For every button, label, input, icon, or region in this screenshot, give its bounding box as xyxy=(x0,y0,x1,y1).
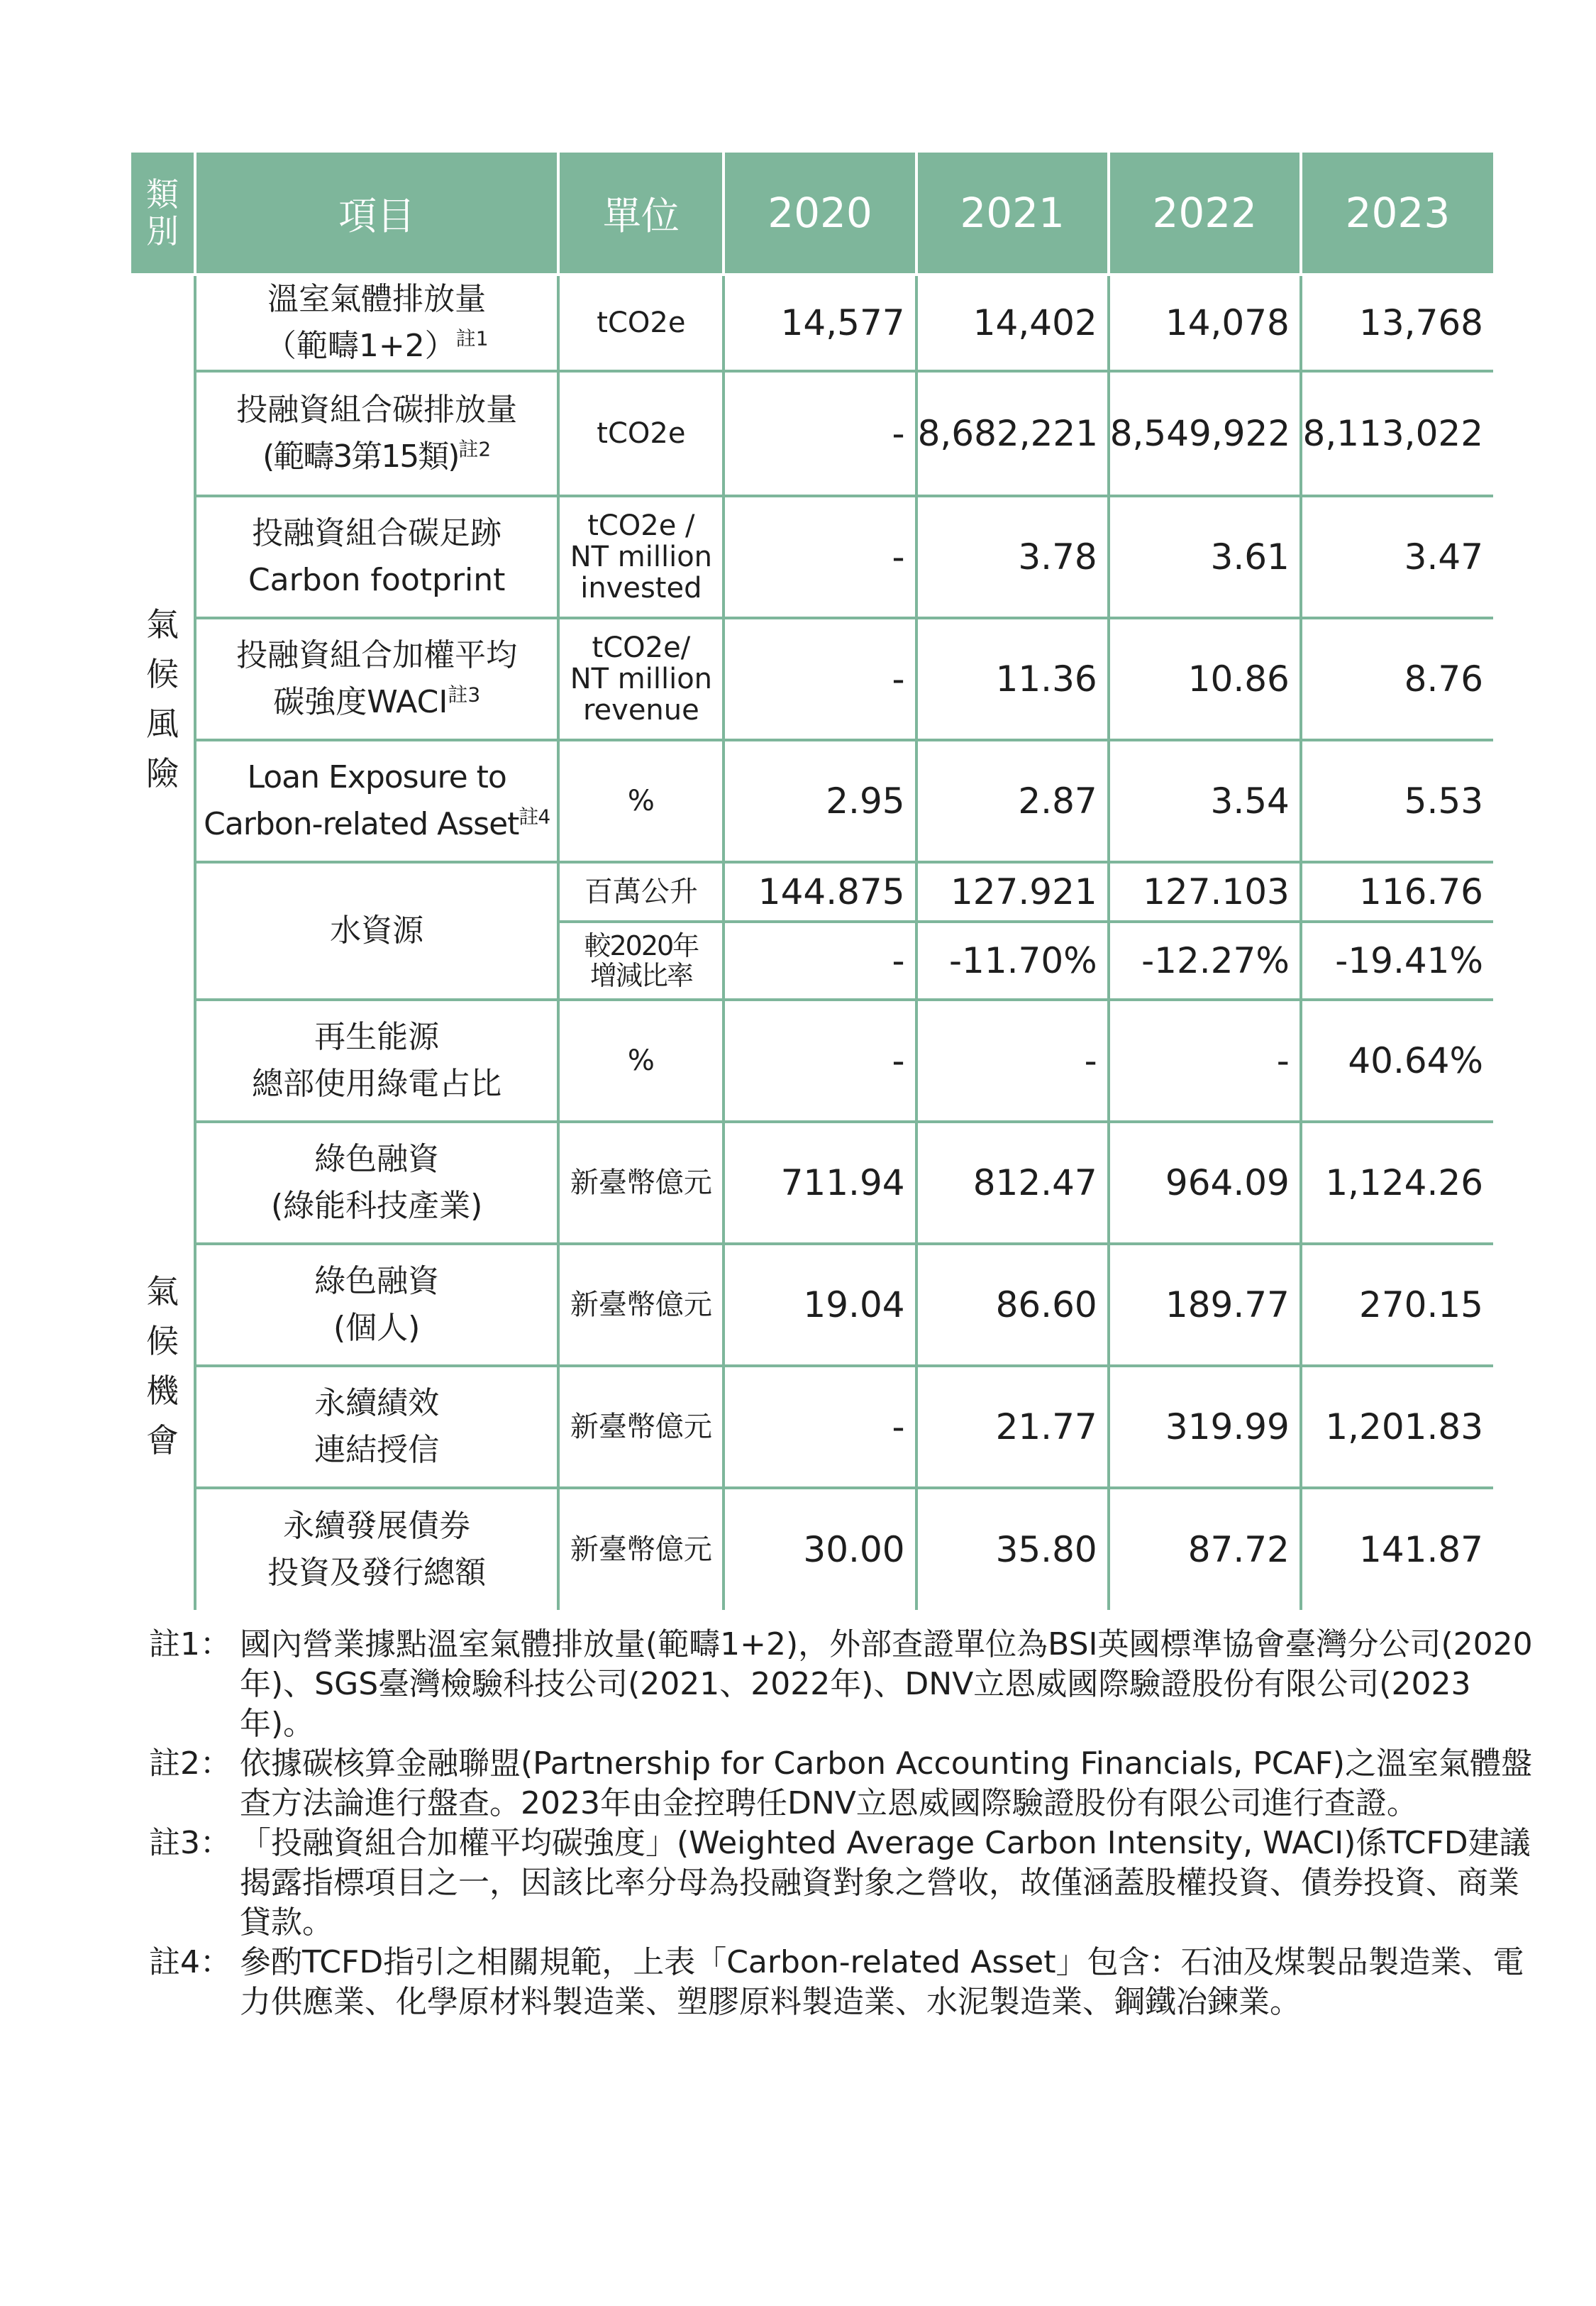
item-financed-emissions: 投融資組合碳排放量 (範疇3第15類)$^{註2}$ xyxy=(195,371,558,496)
unit-cell: tCO2e / NT million invested xyxy=(558,496,724,618)
item-loan-exposure: Loan Exposure to Carbon-related Asset$^{註4}$ xyxy=(195,740,558,862)
header-year-2021: 2021 xyxy=(916,153,1109,275)
value-cell: 141.87 xyxy=(1301,1488,1493,1610)
climate-kpi-table xyxy=(131,153,1493,1610)
table-row xyxy=(131,1122,1493,1244)
category-climate-opportunity: 氣候機會 xyxy=(131,1122,195,1610)
item-green-finance-personal: 綠色融資 (個人) xyxy=(195,1244,558,1366)
value-cell: 13,768 xyxy=(1301,275,1493,371)
value-cell: - xyxy=(724,618,916,740)
value-cell: - xyxy=(724,1000,916,1122)
header-year-2022: 2022 xyxy=(1109,153,1301,275)
value-cell: 30.00 xyxy=(724,1488,916,1610)
value-cell: 87.72 xyxy=(1109,1488,1301,1610)
table-row xyxy=(131,618,1493,740)
value-cell: 8.76 xyxy=(1301,618,1493,740)
unit-cell: % xyxy=(558,740,724,862)
value-cell: 127.921 xyxy=(916,862,1109,922)
unit-cell: tCO2e xyxy=(558,275,724,371)
value-cell: 14,577 xyxy=(724,275,916,371)
value-cell: 11.36 xyxy=(916,618,1109,740)
value-cell: - xyxy=(724,371,916,496)
value-cell: 189.77 xyxy=(1109,1244,1301,1366)
value-cell: 3.61 xyxy=(1109,496,1301,618)
item-green-finance-industry: 綠色融資 (綠能科技產業) xyxy=(195,1122,558,1244)
value-cell: 812.47 xyxy=(916,1122,1109,1244)
value-cell: 711.94 xyxy=(724,1122,916,1244)
value-cell: 35.80 xyxy=(916,1488,1109,1610)
value-cell: 3.78 xyxy=(916,496,1109,618)
value-cell: 2.87 xyxy=(916,740,1109,862)
value-cell: 5.53 xyxy=(1301,740,1493,862)
value-cell: 3.47 xyxy=(1301,496,1493,618)
value-cell: 319.99 xyxy=(1109,1366,1301,1488)
category-climate-risk: 氣候風險 xyxy=(131,275,195,1122)
value-cell: 14,078 xyxy=(1109,275,1301,371)
item-ghg: 溫室氣體排放量 （範疇1+2）$^{註1}$ xyxy=(195,275,558,371)
value-cell: 40.64% xyxy=(1301,1000,1493,1122)
footnote-3: 註3： 「投融資組合加權平均碳強度」(Weighted Average Carbon Intensity, WACI)係TCFD建議揭露指標項目之一，因該比率分母為投融資對象之營收，故僅涵蓋股權投資、債券投資、商業貸款。 xyxy=(149,1825,1531,1941)
value-cell: 270.15 xyxy=(1301,1244,1493,1366)
value-cell: - xyxy=(1109,1000,1301,1122)
value-cell: 10.86 xyxy=(1109,618,1301,740)
value-cell: 116.76 xyxy=(1301,862,1493,922)
value-cell: -11.70% xyxy=(916,922,1109,1000)
value-cell: 8,113,022 xyxy=(1301,371,1493,496)
value-cell: - xyxy=(724,922,916,1000)
value-cell: 8,682,221 xyxy=(916,371,1109,496)
value-cell: 144.875 xyxy=(724,862,916,922)
unit-cell: 新臺幣億元 xyxy=(558,1122,724,1244)
value-cell: - xyxy=(724,1366,916,1488)
item-water: 水資源 xyxy=(195,862,558,1000)
value-cell: 3.54 xyxy=(1109,740,1301,862)
table-row xyxy=(131,275,1493,371)
value-cell: 86.60 xyxy=(916,1244,1109,1366)
footnotes xyxy=(149,1625,1539,2022)
header-year-2020: 2020 xyxy=(724,153,916,275)
footnote-2: 註2： 依據碳核算金融聯盟(Partnership for Carbon Accounting Financials, PCAF)之溫室氣體盤查方法論進行盤查。2023年由金控聘任DNV立恩威國際驗證股份有限公司進行查證。 xyxy=(149,1745,1533,1821)
item-sustainability-linked-loan: 永續績效 連結授信 xyxy=(195,1366,558,1488)
value-cell: - xyxy=(916,1000,1109,1122)
unit-cell: tCO2e xyxy=(558,371,724,496)
value-cell: 964.09 xyxy=(1109,1122,1301,1244)
table-row xyxy=(131,740,1493,862)
footnote-4: 註4： 參酌TCFD指引之相關規範，上表「Carbon-related Asset」包含：石油及煤製品製造業、電力供應業、化學原材料製造業、塑膠原料製造業、水泥製造業、鋼鐵冶鍊業。 xyxy=(149,1944,1524,2020)
value-cell: 21.77 xyxy=(916,1366,1109,1488)
value-cell: 2.95 xyxy=(724,740,916,862)
table-row xyxy=(131,862,1493,922)
header-year-2023: 2023 xyxy=(1301,153,1493,275)
value-cell: -19.41% xyxy=(1301,922,1493,1000)
unit-cell: % xyxy=(558,1000,724,1122)
item-sustainability-bond: 永續發展債券 投資及發行總額 xyxy=(195,1488,558,1610)
value-cell: 127.103 xyxy=(1109,862,1301,922)
table-row xyxy=(131,371,1493,496)
table-row xyxy=(131,1244,1493,1366)
value-cell: -12.27% xyxy=(1109,922,1301,1000)
item-waci: 投融資組合加權平均 碳強度WACI$^{註3}$ xyxy=(195,618,558,740)
unit-cell: 百萬公升 xyxy=(558,862,724,922)
unit-cell: 新臺幣億元 xyxy=(558,1488,724,1610)
value-cell: 1,124.26 xyxy=(1301,1122,1493,1244)
table-header-row xyxy=(131,153,1493,275)
value-cell: 19.04 xyxy=(724,1244,916,1366)
table-row xyxy=(131,1488,1493,1610)
header-category: 類別 xyxy=(131,153,195,275)
unit-cell: 新臺幣億元 xyxy=(558,1366,724,1488)
item-carbon-footprint: 投融資組合碳足跡 Carbon footprint xyxy=(195,496,558,618)
header-unit: 單位 xyxy=(558,153,724,275)
table-row xyxy=(131,1366,1493,1488)
value-cell: 14,402 xyxy=(916,275,1109,371)
unit-cell: 新臺幣億元 xyxy=(558,1244,724,1366)
value-cell: - xyxy=(724,496,916,618)
unit-cell: 較2020年 增減比率 xyxy=(558,922,724,1000)
header-item: 項目 xyxy=(195,153,558,275)
unit-cell: tCO2e/ NT million revenue xyxy=(558,618,724,740)
item-renewable-energy: 再生能源 總部使用綠電占比 xyxy=(195,1000,558,1122)
table-row xyxy=(131,496,1493,618)
value-cell: 8,549,922 xyxy=(1109,371,1301,496)
value-cell: 1,201.83 xyxy=(1301,1366,1493,1488)
table-row xyxy=(131,1000,1493,1122)
footnote-1: 註1： 國內營業據點溫室氣體排放量(範疇1+2)，外部查證單位為BSI英國標準協會臺灣分公司(2020年)、SGS臺灣檢驗科技公司(2021、2022年)、DNV立恩威國際驗證股份有限公司(2023年)。 xyxy=(149,1626,1533,1742)
